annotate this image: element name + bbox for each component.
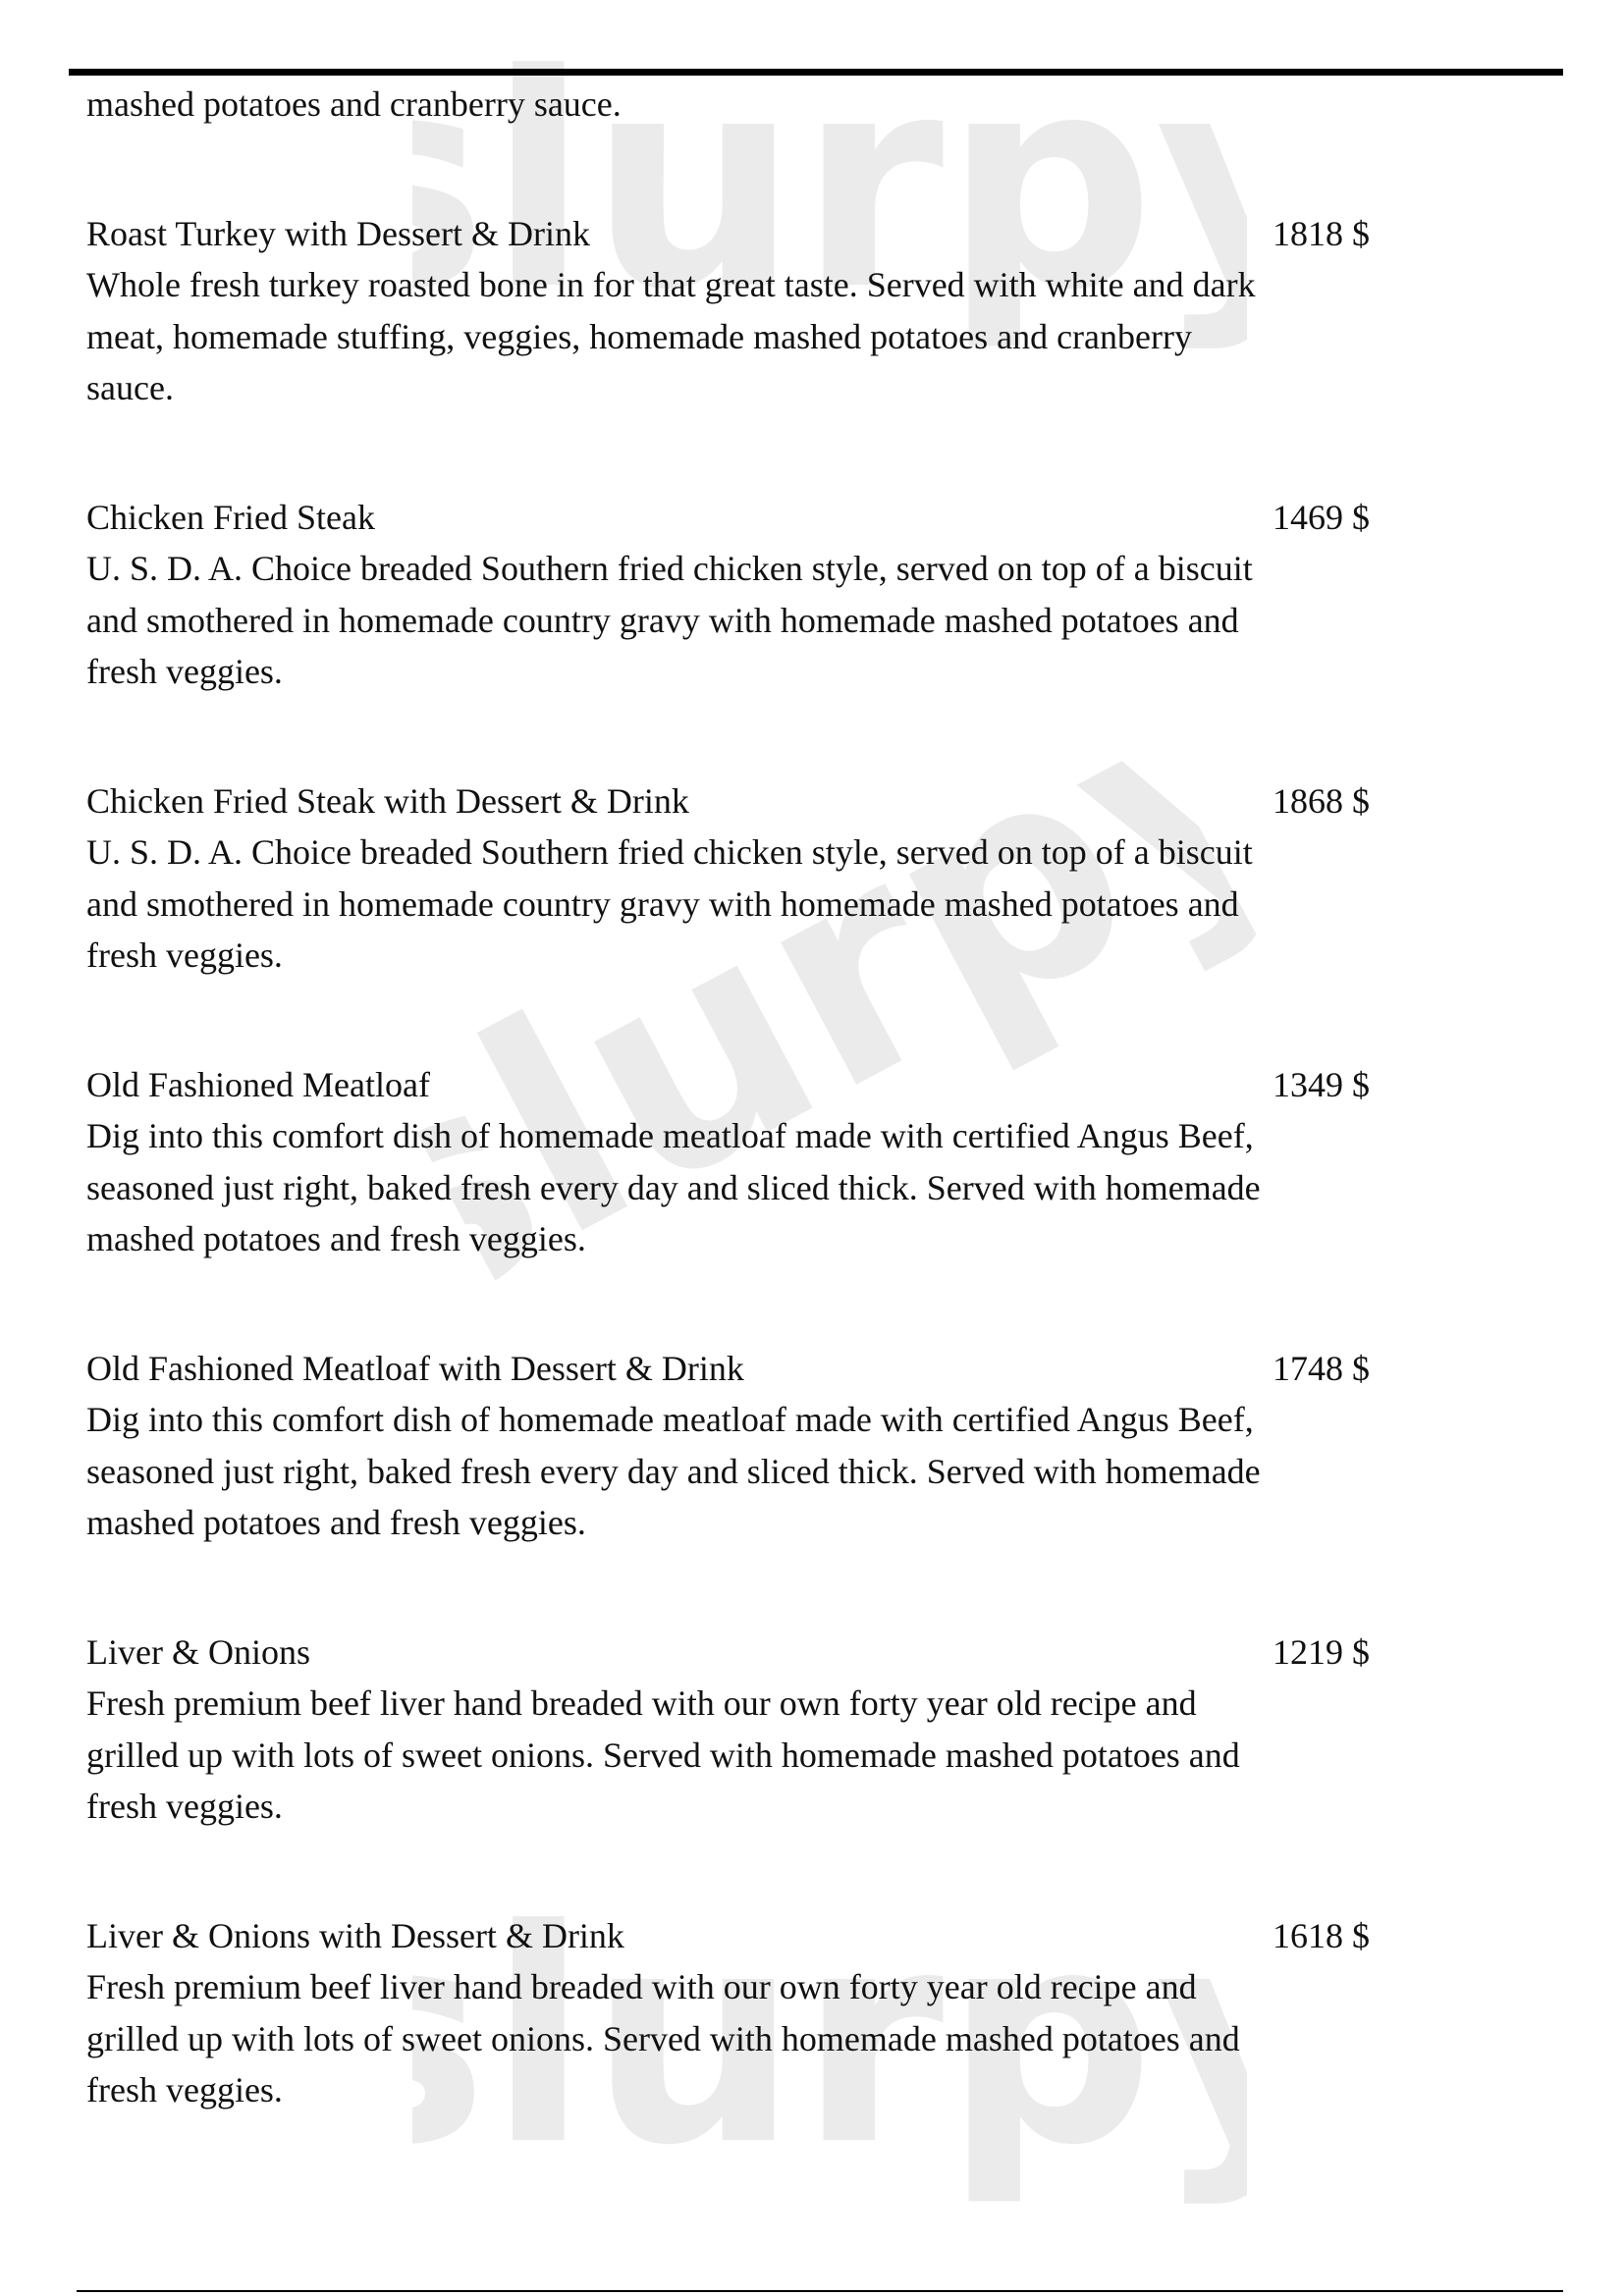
menu-item-old-fashioned-meatloaf-dessert-drink [86,1343,1382,1549]
item-description: U. S. D. A. Choice breaded Southern fried chicken style, served on top of a biscuit and smothered in homemade country gravy with homemade mashed potatoes and fresh veggies. [86,549,1253,691]
menu-item-roast-turkey-dessert-drink [86,208,1382,414]
item-description: Fresh premium beef liver hand breaded with our own forty year old recipe and grilled up with lots of sweet onions. Served with homemade mashed potatoes and fresh veggies. [86,1683,1240,1826]
svg-text:slurpy: lurp [487,1895,1156,2210]
item-description: Whole fresh turkey roasted bone in for that great taste. Served with white and dark meat, homemade stuffing, veggies, homemade mashed potatoes and cranberry sauce. [86,265,1256,407]
item-name: Roast Turkey with Dessert & Drink [86,214,590,253]
menu-item-liver-onions [86,1627,1382,1833]
item-description: U. S. D. A. Choice breaded Southern fried chicken style, served on top of a biscuit and smothered in homemade country gravy with homemade mashed potatoes and fresh veggies. [86,832,1253,975]
item-price: 1349 $ [1272,1065,1370,1104]
svg-text:slurpy: lurp [487,39,1156,354]
item-price: 1469 $ [1272,498,1370,537]
item-description: Fresh premium beef liver hand breaded with our own forty year old recipe and grilled up with lots of sweet onions. Served with homemade mashed potatoes and fresh veggies. [86,1967,1240,2109]
item-name: Liver & Onions [86,1632,310,1672]
menu-item-chicken-fried-steak-dessert-drink [86,775,1382,982]
bottom-divider [77,2290,1563,2292]
menu-item-old-fashioned-meatloaf [86,1059,1382,1265]
item-price: 1618 $ [1272,1916,1370,1955]
menu-item-liver-onions-dessert-drink [86,1910,1382,2116]
item-price: 1868 $ [1272,781,1370,821]
item-name: Old Fashioned Meatloaf with Dessert & Drink [86,1349,744,1388]
item-name: Chicken Fried Steak with Dessert & Drink [86,781,689,821]
item-price: 1748 $ [1272,1349,1370,1388]
item-name: Chicken Fried Steak [86,498,375,537]
item-name: Old Fashioned Meatloaf [86,1065,430,1104]
svg-text:slurpy: slurpy [378,668,1281,1373]
top-divider [69,69,1563,76]
menu-item-chicken-fried-steak [86,492,1382,698]
item-description: Dig into this comfort dish of homemade meatloaf made with certified Angus Beef, seasoned just right, baked fresh every day and sliced thick. Served with homemade mashed potatoes and fresh veggies. [86,1400,1261,1542]
item-price: 1219 $ [1272,1632,1370,1672]
carry-over-description: mashed potatoes and cranberry sauce. [86,84,622,124]
item-price: 1818 $ [1272,214,1370,253]
item-description: Dig into this comfort dish of homemade meatloaf made with certified Angus Beef, seasoned just right, baked fresh every day and sliced thick. Served with homemade mashed potatoes and fresh veggies. [86,1116,1261,1258]
item-name: Liver & Onions with Dessert & Drink [86,1916,624,1955]
